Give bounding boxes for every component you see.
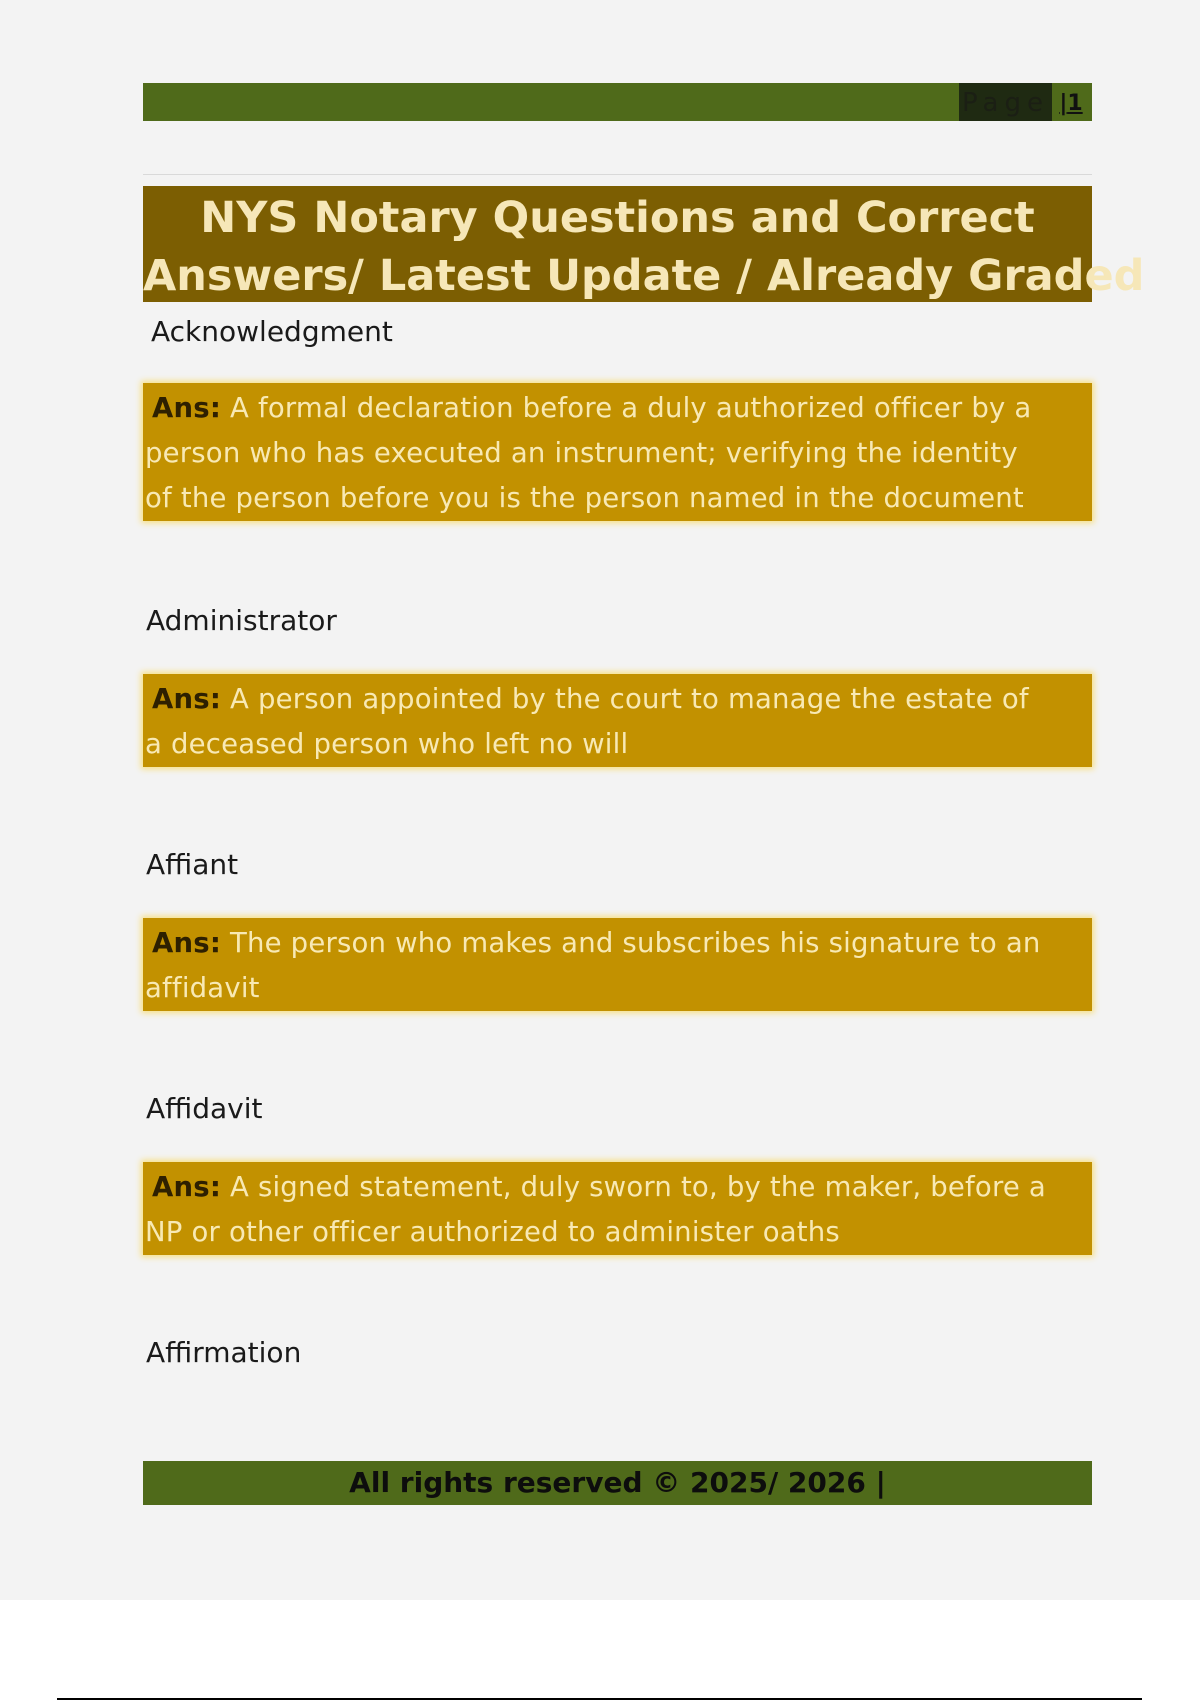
answer-line bbox=[145, 677, 1084, 722]
answer-prefix: Ans: bbox=[152, 927, 222, 959]
term-affiant: Affiant bbox=[146, 848, 239, 881]
term-acknowledgment: Acknowledgment bbox=[151, 315, 393, 348]
answer-line bbox=[145, 386, 1084, 431]
answer-line: affidavit bbox=[145, 972, 260, 1004]
answer-text: A signed statement, duly sworn to, by the maker, before a bbox=[229, 1171, 1046, 1203]
page-separator: | bbox=[1059, 91, 1068, 116]
answer-box-affiant bbox=[143, 918, 1092, 1011]
term-affirmation: Affirmation bbox=[146, 1336, 302, 1369]
answer-text: A person appointed by the court to manage the estate of bbox=[229, 683, 1029, 715]
page-label: Page bbox=[959, 83, 1052, 121]
answer-text: A formal declaration before a duly authorized officer by a bbox=[229, 392, 1032, 424]
answer-prefix: Ans: bbox=[152, 392, 222, 424]
header-bar bbox=[143, 83, 1092, 121]
page-number-value: 1 bbox=[1067, 91, 1083, 116]
answer-line bbox=[145, 921, 1084, 966]
answer-line: NP or other officer authorized to administer oaths bbox=[145, 1216, 840, 1248]
answer-line bbox=[145, 1165, 1084, 1210]
document-title bbox=[143, 186, 1145, 302]
header-rule bbox=[143, 174, 1092, 175]
answer-box-affidavit bbox=[143, 1162, 1092, 1255]
answer-line: person who has executed an instrument; verifying the identity bbox=[145, 437, 1018, 469]
footer-bar: All rights reserved © 2025/ 2026 | bbox=[143, 1461, 1092, 1505]
answer-line: of the person before you is the person named in the document bbox=[145, 482, 1024, 514]
answer-box-acknowledgment bbox=[143, 383, 1092, 521]
title-line-2: Answers/ Latest Update / Already Graded bbox=[143, 251, 1145, 301]
page-number bbox=[1052, 83, 1090, 121]
term-affidavit: Affidavit bbox=[146, 1092, 263, 1125]
answer-box-administrator bbox=[143, 674, 1092, 767]
answer-line: a deceased person who left no will bbox=[145, 728, 629, 760]
title-line-1: NYS Notary Questions and Correct bbox=[200, 193, 1035, 243]
answer-prefix: Ans: bbox=[152, 683, 222, 715]
term-administrator: Administrator bbox=[146, 604, 337, 637]
answer-prefix: Ans: bbox=[152, 1171, 222, 1203]
answer-text: The person who makes and subscribes his signature to an bbox=[229, 927, 1041, 959]
